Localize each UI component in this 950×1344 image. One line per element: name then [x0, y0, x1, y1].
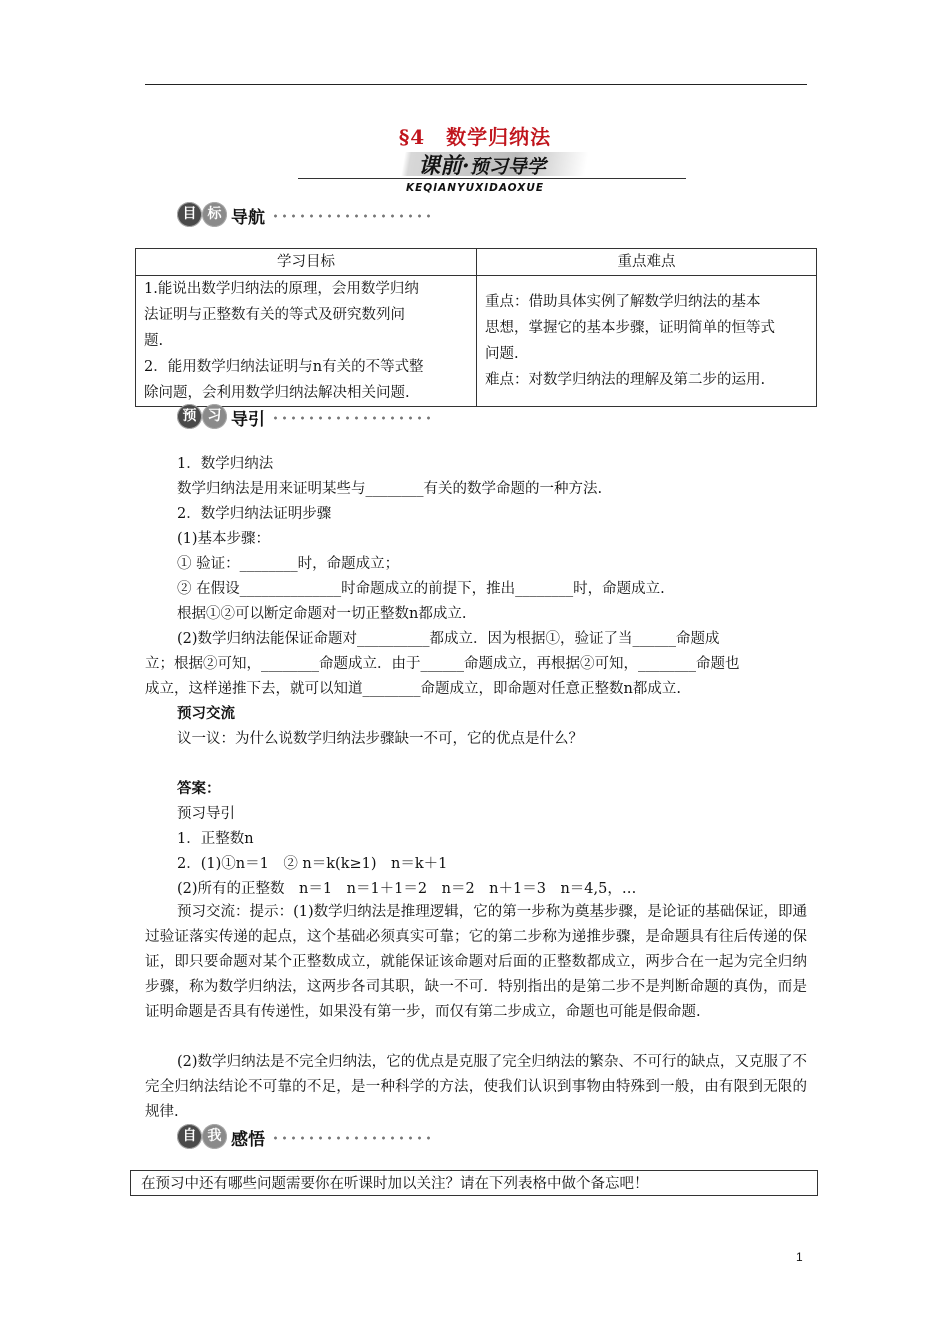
goals-header-2: 重点难点: [477, 249, 817, 276]
exchange-title: 预习交流: [177, 706, 235, 722]
section-goals-heading: [177, 202, 457, 230]
answer-line: 预习导引: [177, 806, 235, 822]
section-label: 导航: [231, 208, 265, 228]
section-badge-char2: 标: [202, 202, 227, 227]
section-preview-heading: [177, 404, 457, 432]
banner-pinyin: KEQIANYUXIDAOXUE: [405, 182, 545, 194]
objective-line: 除问题，会利用数学归纳法解决相关问题.: [144, 385, 410, 401]
exchange-question: 议一议：为什么说数学归纳法步骤缺一不可，它的优点是什么？: [177, 731, 583, 747]
preview-line: (1)基本步骤：: [177, 531, 271, 547]
section-badge-char2: 习: [202, 404, 227, 429]
section-reflection-heading: [177, 1124, 457, 1152]
answer-paragraph: 预习交流：提示：(1)数学归纳法是推理逻辑，它的第一步称为奠基步骤，是论证的基础保证，即通过验证落实传递的起点，这个基础必须真实可靠；它的第二步称为递推步骤，是命题具有往后传递的保证，即只要命题对某个正整数成立，就能保证该命题对后面的正整数都成立，两步合在一起为完全归纳步骤，称为数学归纳法，这两步各司其职，缺一不可．特别指出的是第二步不是判断命题的真伪，而是证明命题是否具有传递性，如果没有第一步，而仅有第二步成立，命题也可能是假命题.: [145, 904, 807, 1020]
section-badge-char1: 自: [177, 1124, 202, 1149]
section-banner: [418, 149, 546, 180]
preview-line: 2．数学归纳法证明步骤: [177, 506, 332, 522]
section-label: 感悟: [231, 1130, 265, 1150]
header-rule: [145, 84, 807, 85]
page-number: 1: [796, 1250, 803, 1264]
dotted-divider: [271, 415, 431, 421]
section-label: 导引: [231, 410, 265, 430]
memo-box: 在预习中还有哪些问题需要你在听课时加以关注？请在下列表格中做个备忘吧！: [130, 1170, 818, 1196]
answer-line: 2．(1)①n＝1 ② n＝k(k≥1) n＝k＋1: [177, 856, 448, 872]
preview-line: 立；根据②可知，________命题成立．由于______命题成立，再根据②可知，________命题也: [145, 656, 740, 672]
preview-line: (2)数学归纳法能保证命题对__________都成立．因为根据①，验证了当______命题成: [177, 631, 720, 647]
goals-table: [135, 248, 817, 407]
goals-header-1: 学习目标: [136, 249, 477, 276]
keypoint-line: 重点：借助具体实例了解数学归纳法的基本: [485, 294, 761, 310]
objective-line: 1.能说出数学归纳法的原理，会用数学归纳: [144, 281, 419, 297]
dotted-divider: [271, 213, 431, 219]
answers-title: 答案：: [177, 781, 221, 797]
keypoint-line: 难点：对数学归纳法的理解及第二步的运用.: [485, 372, 766, 388]
answer-line: (2)所有的正整数 n＝1 n＝1＋1＝2 n＝2 n＋1＝3 n＝4,5，…: [177, 881, 637, 897]
banner-dot: ·: [462, 153, 470, 179]
goals-cell-keypoints: [477, 276, 817, 407]
section-badge-char2: 我: [202, 1124, 227, 1149]
keypoint-line: 问题.: [485, 346, 519, 362]
dotted-divider: [271, 1135, 431, 1141]
preview-line: ② 在假设______________时命题成立的前提下，推出________时，命题成立.: [177, 581, 665, 597]
objective-line: 题.: [144, 333, 164, 349]
banner-sub: 预习导学: [469, 156, 546, 178]
preview-line: 数学归纳法是用来证明某些与________有关的数学命题的一种方法.: [177, 481, 603, 497]
preview-line: 1．数学归纳法: [177, 456, 274, 472]
preview-line: 根据①②可以断定命题对一切正整数n都成立.: [177, 606, 467, 622]
section-badge-char1: 目: [177, 202, 202, 227]
keypoint-line: 思想，掌握它的基本步骤，证明简单的恒等式: [485, 320, 775, 336]
preview-line: ① 验证：________时，命题成立；: [177, 556, 400, 572]
answer-line: 1．正整数n: [177, 831, 254, 847]
page-title: §4 数学归纳法: [398, 125, 552, 149]
banner-rule: [298, 178, 686, 179]
objective-line: 2．能用数学归纳法证明与n有关的不等式整: [144, 359, 424, 375]
section-badge-char1: 预: [177, 404, 202, 429]
preview-line: 成立，这样递推下去，就可以知道________命题成立，即命题对任意正整数n都成立.: [145, 681, 681, 697]
goals-cell-objectives: [136, 276, 477, 407]
objective-line: 法证明与正整数有关的等式及研究数列问: [144, 307, 405, 323]
answer-paragraph: (2)数学归纳法是不完全归纳法，它的优点是克服了完全归纳法的繁杂、不可行的缺点，又克服了不完全归纳法结论不可靠的不足，是一种科学的方法，使我们认识到事物由特殊到一般，由有限到无限的规律.: [145, 1054, 807, 1120]
banner-main: 课前: [418, 153, 463, 179]
